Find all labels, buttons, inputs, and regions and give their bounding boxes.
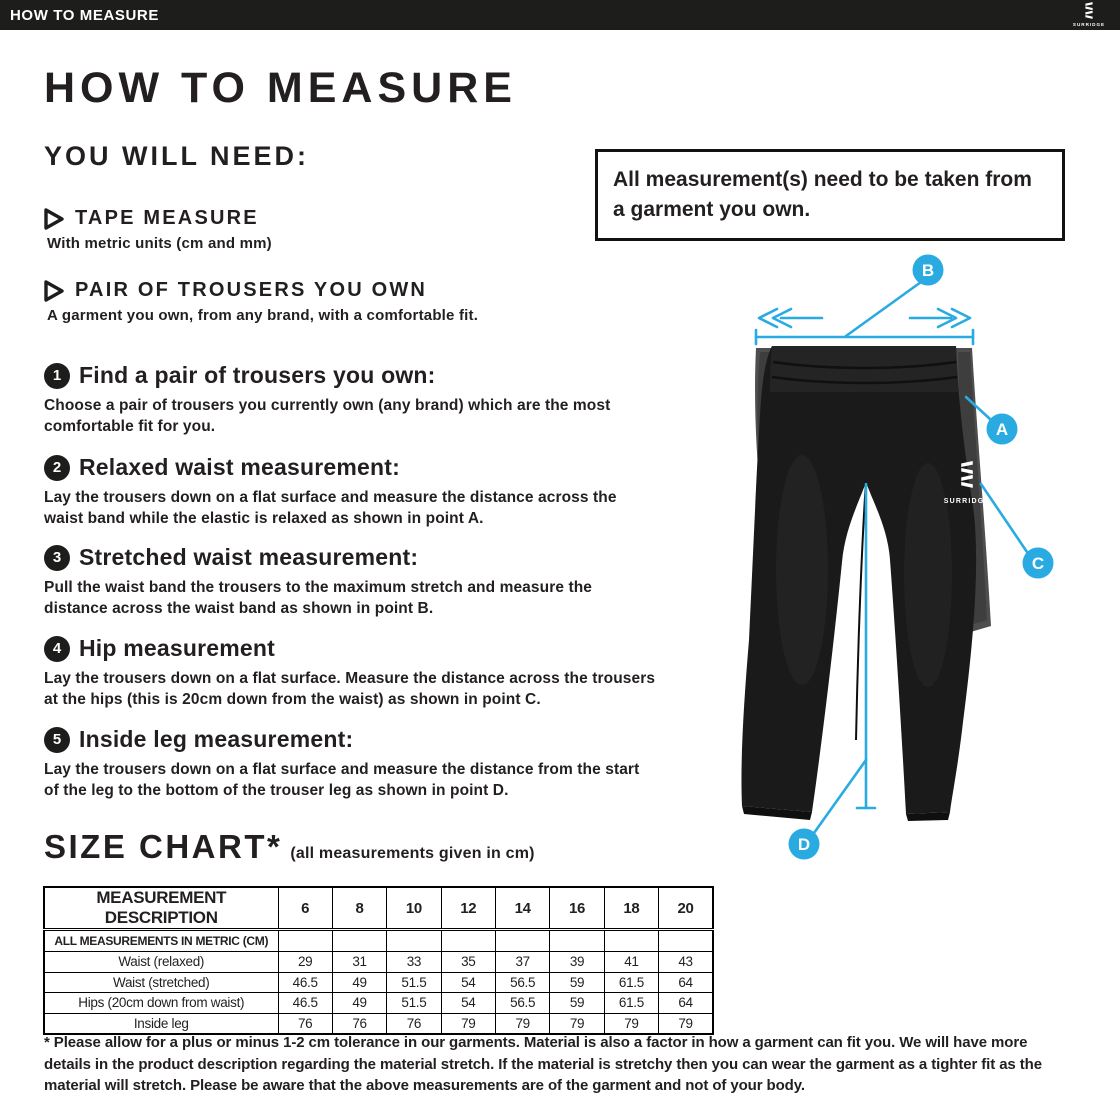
you-will-need-heading: YOU WILL NEED:	[44, 141, 310, 171]
size-chart-table	[43, 886, 714, 1035]
need-item-desc: With metric units (cm and mm)	[47, 235, 272, 252]
need-item-title: TAPE MEASURE	[75, 207, 259, 229]
cell: 59	[550, 993, 604, 1014]
empty-cell	[441, 930, 495, 952]
step-5	[44, 726, 684, 801]
cell: 61.5	[604, 972, 658, 993]
empty-cell	[387, 930, 441, 952]
cell: 54	[441, 993, 495, 1014]
table-row	[44, 952, 713, 973]
column-header: 14	[496, 887, 550, 930]
empty-cell	[332, 930, 386, 952]
step-1	[44, 362, 684, 437]
cell: 35	[441, 952, 495, 973]
need-item-desc: A garment you own, from any brand, with a comfortable fit.	[47, 307, 479, 324]
cell: 56.5	[496, 972, 550, 993]
svg-text:D: D	[797, 835, 811, 854]
cell: 56.5	[496, 993, 550, 1014]
empty-cell	[496, 930, 550, 952]
cell: 46.5	[278, 972, 332, 993]
cell: 61.5	[604, 993, 658, 1014]
triangle-bullet-icon	[44, 208, 65, 230]
table-row	[44, 1013, 713, 1034]
step-description: Choose a pair of trousers you currently own (any brand) which are the most comfortable fit for you.	[44, 397, 611, 435]
column-header: 6	[278, 887, 332, 930]
cell: 76	[278, 1013, 332, 1034]
cell: 39	[550, 952, 604, 973]
measure-point-a	[987, 414, 1018, 445]
column-header: 16	[550, 887, 604, 930]
step-title: Find a pair of trousers you own:	[79, 362, 436, 388]
cell: 33	[387, 952, 441, 973]
step-description: Lay the trousers down on a flat surface. Measure the distance across the trousers at the hips (this is 20cm down from the waist) as shown in point C.	[44, 670, 656, 708]
row-label: Waist (relaxed)	[44, 952, 278, 973]
svg-text:B: B	[921, 261, 935, 280]
step-title: Stretched waist measurement:	[79, 544, 419, 570]
measurement-note-box: All measurement(s) need to be taken from a garment you own.	[595, 149, 1065, 241]
disclaimer-text: * Please allow for a plus or minus 1-2 cm tolerance in our garments. Material is also a factor in how a garment can fit you. We will have more details in the product description regarding the material stretch. If the material is stretchy then you can wear the garment as a tighter fit as the material will stretch. Please be aware that the above measurements are of the garment and not of your body.	[44, 1034, 1042, 1094]
measure-point-b	[913, 255, 944, 286]
cell: 29	[278, 952, 332, 973]
step-2	[44, 454, 684, 529]
cell: 31	[332, 952, 386, 973]
cell: 49	[332, 993, 386, 1014]
column-header: MEASUREMENT DESCRIPTION	[44, 887, 278, 930]
step-description: Lay the trousers down on a flat surface and measure the distance across the waist band while the elastic is relaxed as shown in point A.	[44, 489, 617, 527]
stretch-arrow-left-icon	[759, 309, 822, 327]
triangle-bullet-icon	[44, 280, 65, 302]
size-chart-subtitle: (all measurements given in cm)	[290, 845, 535, 862]
step-4	[44, 635, 684, 710]
step-number-badge: 1	[44, 363, 70, 389]
cell: 79	[604, 1013, 658, 1034]
row-label: Hips (20cm down from waist)	[44, 993, 278, 1014]
step-description: Pull the waist band the trousers to the maximum stretch and measure the distance across the waist band as shown in point B.	[44, 579, 593, 617]
step-3	[44, 544, 684, 619]
cell: 51.5	[387, 993, 441, 1014]
measure-point-d	[789, 829, 820, 860]
empty-cell	[278, 930, 332, 952]
cell: 43	[659, 952, 713, 973]
top-bar-title: HOW TO MEASURE	[10, 6, 159, 24]
column-header: 20	[659, 887, 713, 930]
cell: 37	[496, 952, 550, 973]
cell: 41	[604, 952, 658, 973]
cell: 64	[659, 972, 713, 993]
row-label: Inside leg	[44, 1013, 278, 1034]
size-chart-title: SIZE CHART*	[44, 828, 283, 865]
step-title: Hip measurement	[79, 635, 276, 661]
surridge-logo-icon	[1068, 1, 1110, 29]
cell: 46.5	[278, 993, 332, 1014]
step-title: Relaxed waist measurement:	[79, 454, 400, 480]
cell: 51.5	[387, 972, 441, 993]
cell: 49	[332, 972, 386, 993]
cell: 79	[441, 1013, 495, 1034]
column-header: 10	[387, 887, 441, 930]
cell: 79	[659, 1013, 713, 1034]
step-title: Inside leg measurement:	[79, 726, 354, 752]
cell: 79	[496, 1013, 550, 1034]
cell: 76	[387, 1013, 441, 1034]
step-number-badge: 3	[44, 545, 70, 571]
top-bar	[0, 0, 1120, 30]
column-header: 12	[441, 887, 495, 930]
table-row	[44, 993, 713, 1014]
empty-cell	[659, 930, 713, 952]
cell: 79	[550, 1013, 604, 1034]
garment-brand-text: SURRIDGE	[943, 498, 991, 505]
table-row	[44, 930, 713, 952]
page-title: HOW TO MEASURE	[44, 64, 517, 112]
step-number-badge: 2	[44, 455, 70, 481]
empty-cell	[550, 930, 604, 952]
cell: 54	[441, 972, 495, 993]
stretch-arrow-right-icon	[910, 309, 970, 327]
measure-point-c	[1023, 548, 1054, 579]
cell: 76	[332, 1013, 386, 1034]
column-header: 8	[332, 887, 386, 930]
need-item-title: PAIR OF TROUSERS YOU OWN	[75, 279, 428, 301]
svg-text:A: A	[995, 420, 1009, 439]
svg-text:C: C	[1031, 554, 1045, 573]
trousers-measurement-diagram	[735, 250, 1075, 865]
row-label: ALL MEASUREMENTS IN METRIC (CM)	[44, 930, 278, 952]
step-description: Lay the trousers down on a flat surface and measure the distance from the start of the leg to the bottom of the trouser leg as shown in point D.	[44, 761, 640, 799]
table-header-row	[44, 887, 713, 930]
cell: 64	[659, 993, 713, 1014]
row-label: Waist (stretched)	[44, 972, 278, 993]
need-item-tape-measure	[44, 207, 272, 252]
size-chart-heading	[44, 828, 535, 866]
step-number-badge: 4	[44, 636, 70, 662]
empty-cell	[604, 930, 658, 952]
step-number-badge: 5	[44, 727, 70, 753]
surridge-logo-text: SURRIDGE	[1072, 22, 1106, 27]
table-row	[44, 972, 713, 993]
need-item-trousers	[44, 279, 478, 324]
column-header: 18	[604, 887, 658, 930]
cell: 59	[550, 972, 604, 993]
